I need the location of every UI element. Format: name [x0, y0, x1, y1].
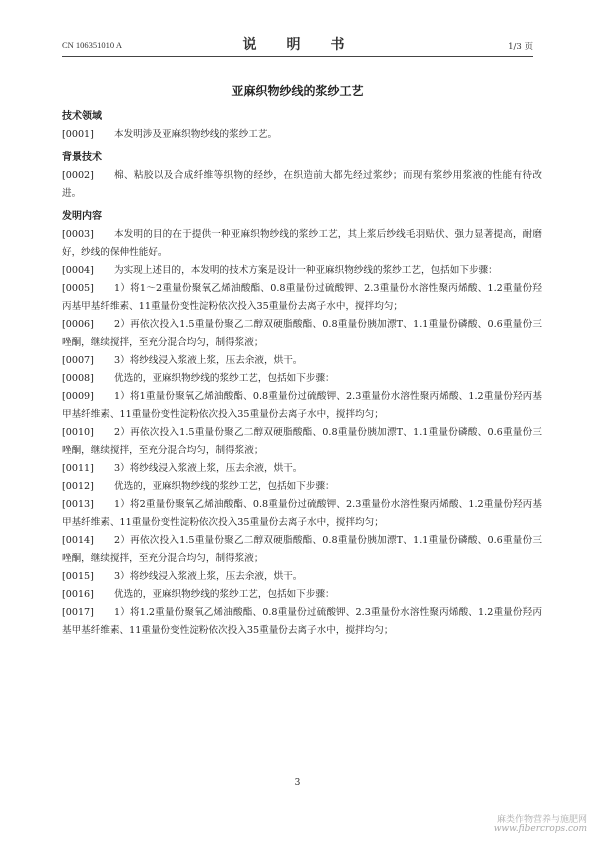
paragraph-text: 2）再依次投入1.5重量份聚乙二醇双硬脂酸酯、0.8重量份胰加漂T、1.1重量份磷酸、0.6重量份三唑酮，继续搅拌，至充分混合均匀，制得浆液； — [62, 319, 542, 348]
paragraph — [62, 316, 542, 352]
paragraph — [62, 532, 542, 568]
watermark-site-url: www.fibercrops.com — [493, 824, 587, 834]
paragraph — [62, 262, 542, 280]
section-heading: 背景技术 — [62, 152, 102, 163]
section-heading: 技术领域 — [62, 111, 102, 122]
paragraph-text: 3）将纱线浸入浆液上浆，压去余液，烘干。 — [114, 571, 303, 582]
paragraph — [62, 226, 542, 262]
paragraph — [62, 568, 542, 586]
paragraph-text: 2）再依次投入1.5重量份聚乙二醇双硬脂酸酯、0.8重量份胰加漂T、1.1重量份磷酸、0.6重量份三唑酮，继续搅拌，至充分混合均匀，制得浆液； — [62, 427, 542, 456]
paragraph-text: 1）将1～2重量份聚氧乙烯油酸酯、0.8重量份过硫酸钾、2.3重量份水溶性聚丙烯酸、1.2重量份羟丙基甲基纤维素、11重量份变性淀粉依次投入35重量份去离子水中，搅拌均匀； — [62, 283, 542, 312]
paragraph-number: [0002] — [62, 170, 94, 181]
paragraph-text: 本发明的目的在于提供一种亚麻织物纱线的浆纱工艺，其上浆后纱线毛羽贴伏、强力显著提高，耐磨好，纱线的保伸性能好。 — [62, 229, 542, 258]
paragraph-text: 2）再依次投入1.5重量份聚乙二醇双硬脂酸酯、0.8重量份胰加漂T、1.1重量份磷酸、0.6重量份三唑酮，继续搅拌，至充分混合均匀，制得浆液； — [62, 535, 542, 564]
paragraph-number: [0013] — [62, 499, 94, 510]
paragraph-number: [0008] — [62, 373, 94, 384]
paragraph-number: [0006] — [62, 319, 94, 330]
paragraph-number: [0017] — [62, 607, 94, 618]
paragraph-text: 棉、粘胶以及合成纤维等织物的经纱，在织造前大都先经过浆纱；而现有浆纱用浆液的性能有待改进。 — [62, 170, 542, 199]
paragraph — [62, 496, 542, 532]
paragraph-text: 3）将纱线浸入浆液上浆，压去余液，烘干。 — [114, 355, 303, 366]
paragraph — [62, 424, 542, 460]
paragraph-text: 本发明涉及亚麻织物纱线的浆纱工艺。 — [114, 129, 278, 140]
paragraph — [62, 370, 542, 388]
document-body — [62, 108, 542, 640]
paragraph-number: [0009] — [62, 391, 94, 402]
paragraph-text: 为实现上述目的，本发明的技术方案是设计一种亚麻织物纱线的浆纱工艺，包括如下步骤： — [114, 265, 498, 276]
paragraph-number: [0003] — [62, 229, 94, 240]
paragraph — [62, 604, 542, 640]
page-indicator: 1/3 页 — [508, 42, 533, 52]
paragraph-number: [0004] — [62, 265, 94, 276]
paragraph-number: [0011] — [62, 463, 94, 474]
paragraph-number: [0001] — [62, 129, 94, 140]
paragraph-text: 1）将2重量份聚氧乙烯油酸酯、0.8重量份过硫酸钾、2.3重量份水溶性聚丙烯酸、1.2重量份羟丙基甲基纤维素、11重量份变性淀粉依次投入35重量份去离子水中，搅拌均匀； — [62, 499, 542, 528]
paragraph-number: [0010] — [62, 427, 94, 438]
paragraph — [62, 478, 542, 496]
paragraph — [62, 352, 542, 370]
page-header — [62, 34, 533, 54]
paragraph-number: [0007] — [62, 355, 94, 366]
paragraph — [62, 167, 542, 203]
paragraph-number: [0014] — [62, 535, 94, 546]
watermark-site-name: 麻类作物营养与施肥网 — [496, 815, 587, 825]
paragraph — [62, 126, 542, 144]
paragraph — [62, 388, 542, 424]
paragraph — [62, 280, 542, 316]
paragraph-text: 优选的，亚麻织物纱线的浆纱工艺，包括如下步骤： — [114, 481, 335, 492]
paragraph-number: [0015] — [62, 571, 94, 582]
paragraph-number: [0016] — [62, 589, 94, 600]
paragraph-text: 1）将1重量份聚氧乙烯油酸酯、0.8重量份过硫酸钾、2.3重量份水溶性聚丙烯酸、1.2重量份羟丙基甲基纤维素、11重量份变性淀粉依次投入35重量份去离子水中，搅拌均匀； — [62, 391, 542, 420]
paragraph — [62, 460, 542, 478]
paragraph-number: [0005] — [62, 283, 94, 294]
paragraph-text: 优选的，亚麻织物纱线的浆纱工艺，包括如下步骤： — [114, 373, 335, 384]
paragraph-text: 3）将纱线浸入浆液上浆，压去余液，烘干。 — [114, 463, 303, 474]
paragraph-number: [0012] — [62, 481, 94, 492]
document-type-title: 说 明 书 — [242, 37, 353, 53]
paragraph-text: 优选的，亚麻织物纱线的浆纱工艺，包括如下步骤： — [114, 589, 335, 600]
patent-number: CN 106351010 A — [62, 40, 122, 50]
paragraph — [62, 586, 542, 604]
header-divider — [62, 56, 533, 57]
patent-title: 亚麻织物纱线的浆纱工艺 — [231, 84, 364, 98]
section-heading: 发明内容 — [62, 211, 102, 222]
paragraph-text: 1）将1.2重量份聚氧乙烯油酸酯、0.8重量份过硫酸钾、2.3重量份水溶性聚丙烯酸、1.2重量份羟丙基甲基纤维素、11重量份变性淀粉依次投入35重量份去离子水中，搅拌均匀； — [62, 607, 542, 636]
page-number: 3 — [294, 778, 301, 788]
